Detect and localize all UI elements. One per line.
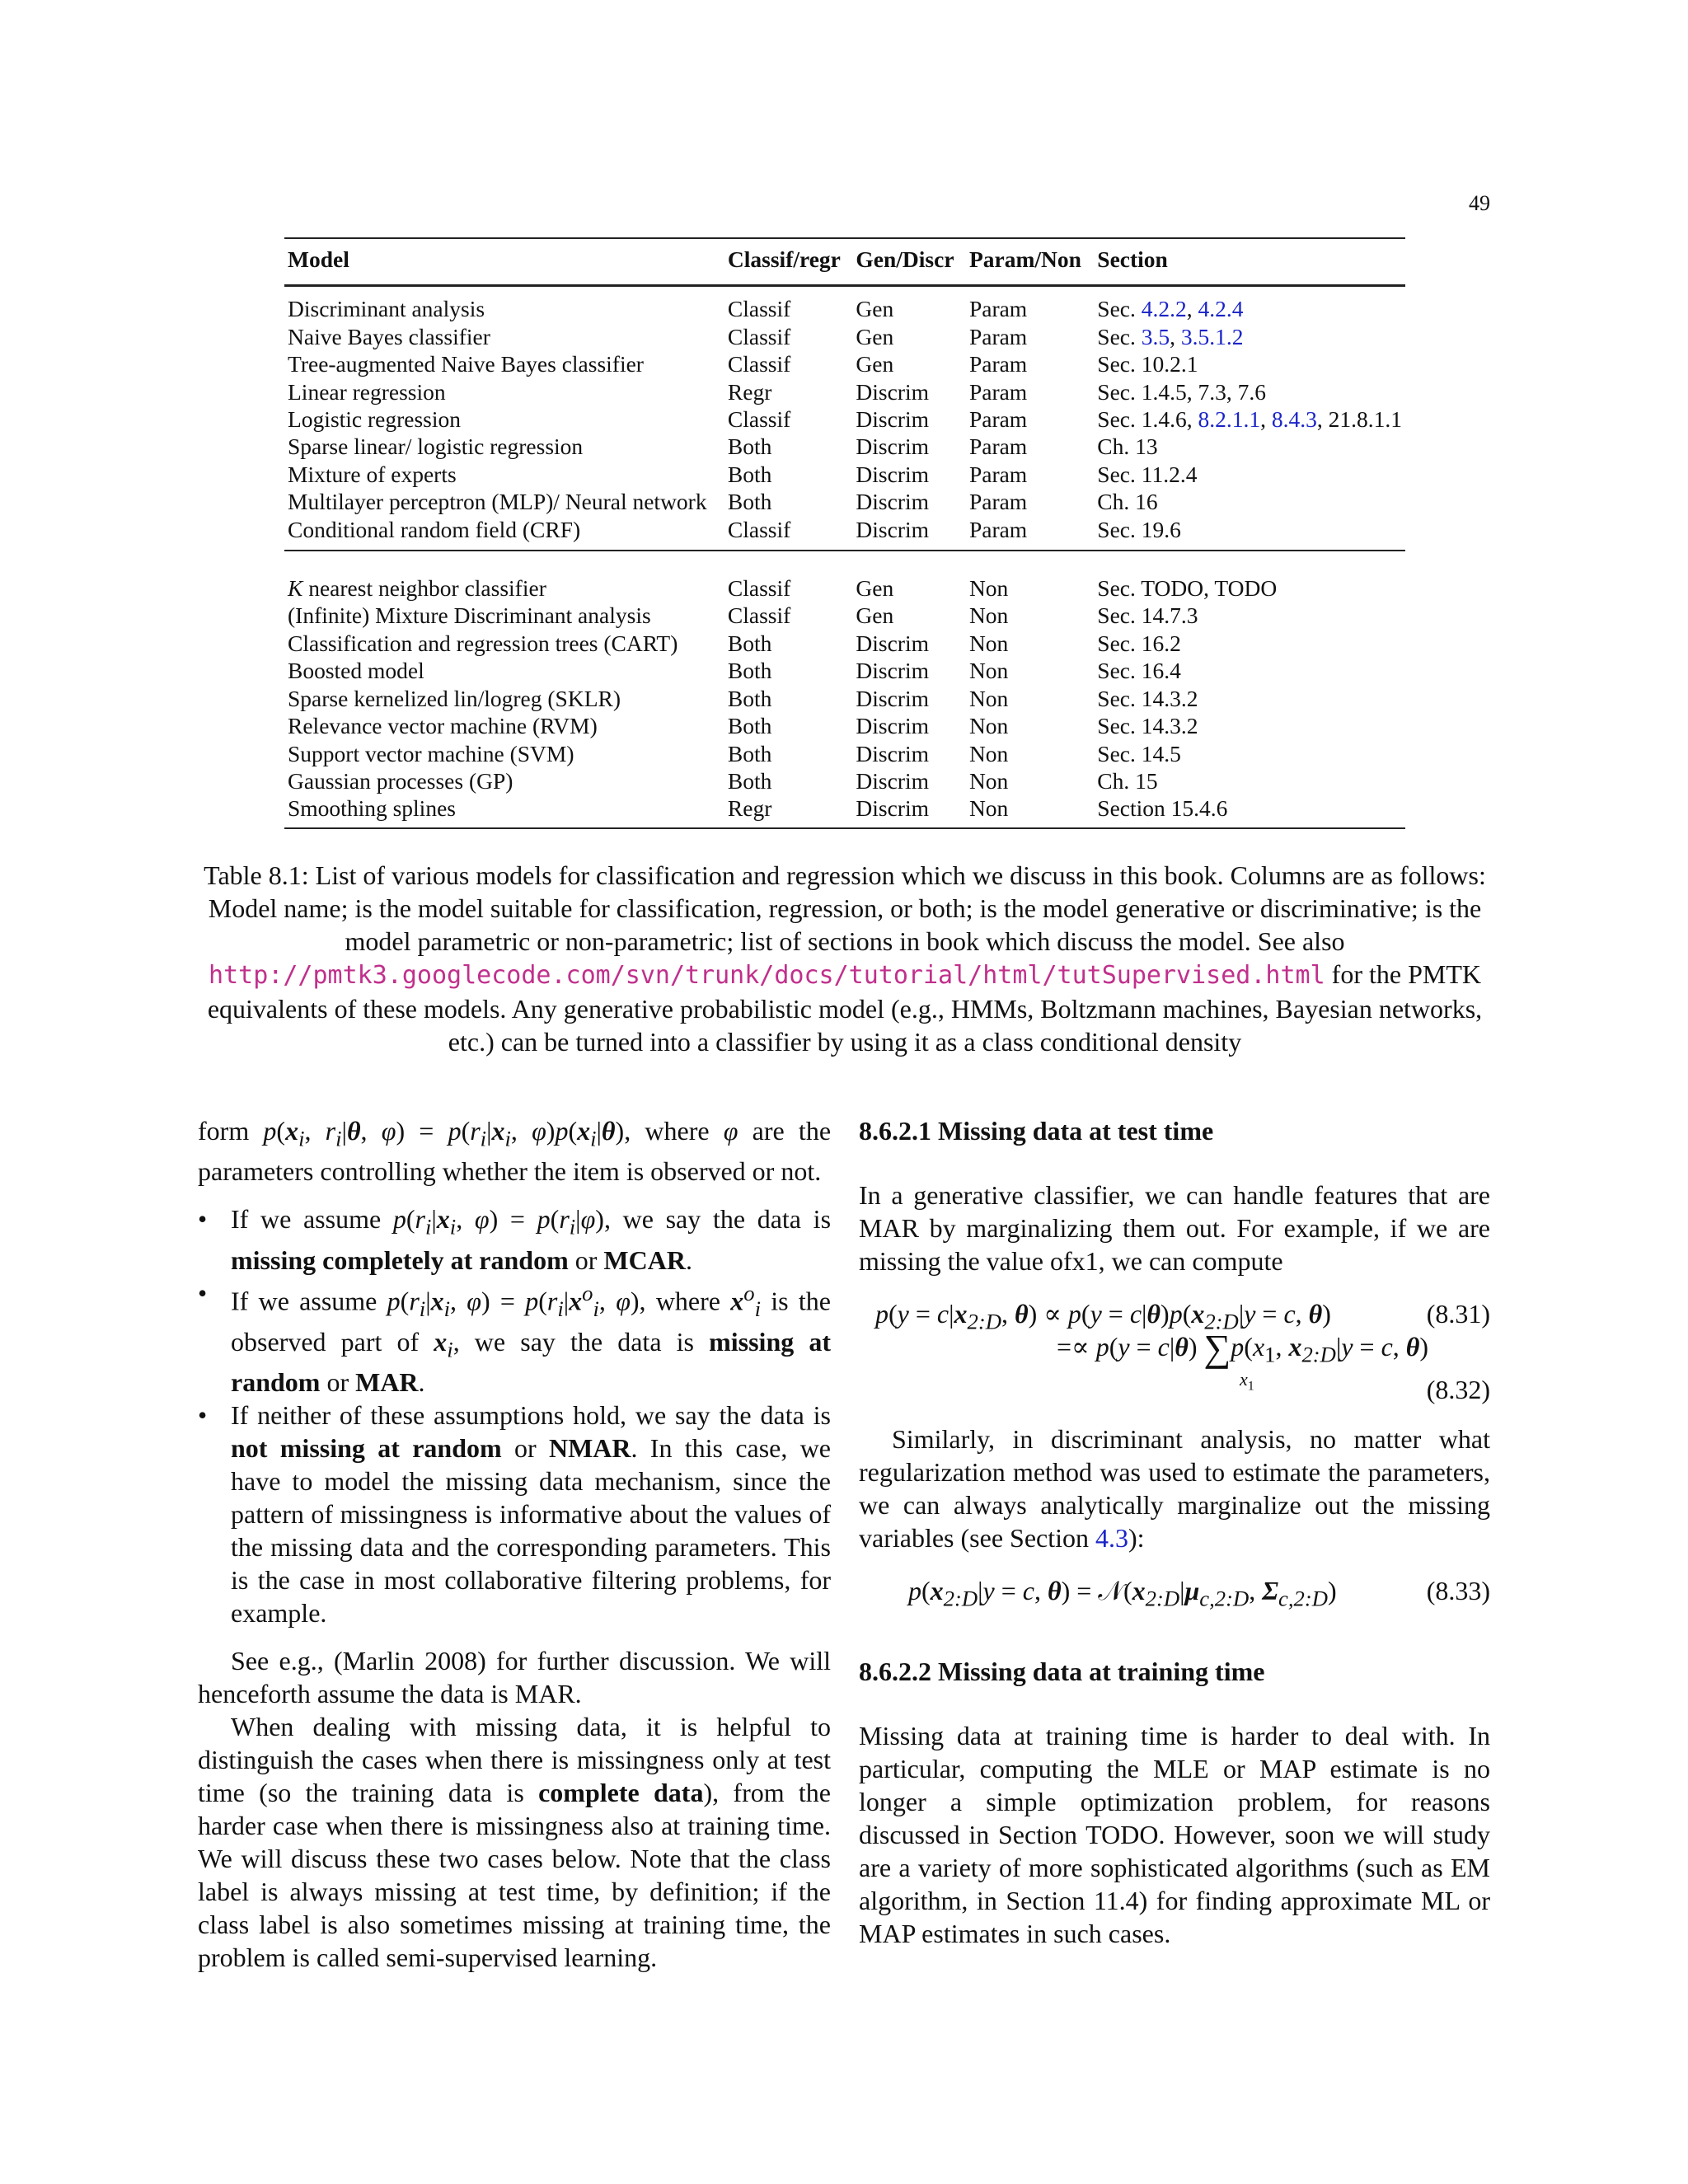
cell-section: Section 15.4.6: [1094, 794, 1405, 827]
cell-section: Ch. 16: [1097, 489, 1158, 515]
table-row: [284, 630, 1405, 657]
right-column: [859, 1114, 1490, 1950]
term-bold: NMAR: [548, 1433, 631, 1464]
cell-gen-discr: Gen: [856, 602, 894, 629]
table-row: [284, 740, 1405, 767]
paragraph: form $p(x_i$, $r_i|\theta$, $\varphi) = p(r_i|x_i$, $\varphi)p(x_i|\theta)$, where φ are the parameters controlling whether the item is observed or not.: [198, 1116, 832, 1187]
term-bold: MCAR: [603, 1244, 686, 1275]
cell-model: Linear regression: [288, 378, 446, 405]
list-item: • If we assume $p(r_i|x_i$, $\varphi) = p(r_i|\varphi)$, we say the data is missing completely at random or MCAR.: [198, 1202, 831, 1276]
equation-8-33: $p(x_{2:D}|y = c$, $\theta) = 𝒩(x_{2:D}|\mu_{c,2:D}$, $\Sigma_{c,2:D}$) (8.33): [908, 1576, 1490, 1611]
cell-classif-regr: Classif: [727, 323, 791, 349]
cell-classif-regr: Classif: [724, 516, 853, 551]
table-row: [284, 286, 1405, 323]
cell-gen-discr: Discrim: [856, 489, 930, 515]
cell-classif-regr: Classif: [727, 602, 791, 629]
cell-gen-discr: Gen: [856, 296, 894, 322]
equation-number: (8.32): [1426, 1375, 1490, 1404]
table-row: [284, 794, 1405, 827]
cell-param-non: Non: [966, 794, 1094, 827]
table-row: [284, 767, 1405, 794]
table-row: [284, 685, 1405, 712]
section-text: , 21.8.1.1: [1316, 406, 1402, 433]
cell-param-non: Non: [968, 602, 1009, 629]
table-row: [284, 433, 1405, 460]
cell-section: Sec. 1.4.5, 7.3, 7.6: [1097, 378, 1266, 405]
section-link[interactable]: 8.2.1.1: [1198, 406, 1261, 433]
cell-model: Discriminant analysis: [288, 296, 485, 322]
section-heading: 8.6.2.1 Missing data at test time: [859, 1116, 1214, 1146]
table-row: [284, 405, 1405, 433]
cell-gen-discr: Discrim: [856, 767, 930, 794]
cell-model: Sparse kernelized lin/logreg (SKLR): [288, 685, 621, 711]
cell-param-non: Param: [968, 406, 1028, 433]
cell-gen-discr: Discrim: [856, 461, 930, 487]
cell-model: Mixture of experts: [288, 461, 457, 487]
model-text: nearest neighbor classifier: [302, 575, 546, 602]
caption-text: Table 8.1: List of various models for classification and regression which we discuss in this book. Columns are as follows: Model name; is the model suitable for classification, regression, or both; is the model generative or discriminative; is the model parametric or non-parametric; list of sections in book which discuss the model. See also: [204, 860, 1486, 956]
cell-model: Gaussian processes (GP): [288, 767, 513, 794]
paragraph: Similarly, in discriminant analysis, no matter what regularization method was used to estimate the parameters, we can always analytically marginalize out the missing variables (see Section 4.3):: [859, 1424, 1490, 1553]
assumption-list: [198, 1202, 831, 1629]
cell-classif-regr: Both: [727, 434, 772, 460]
cell-param-non: Non: [968, 713, 1009, 739]
section-link[interactable]: 3.5: [1141, 323, 1170, 349]
cell-classif-regr: Classif: [727, 406, 791, 433]
list-item: • If neither of these assumptions hold, we say the data is not missing at random or NMAR. In this case, we have to model the missing data mechanism, since the pattern of missingness is informative about the values of the missing data and the corresponding parameters. This is the case in most collaborative filtering problems, for example.: [198, 1399, 831, 1629]
cell-param-non: Non: [968, 658, 1009, 684]
cell-model: Naive Bayes classifier: [288, 323, 490, 349]
cell-section: [1094, 286, 1405, 323]
cell-gen-discr: Gen: [856, 575, 894, 602]
cell-classif-regr: Both: [727, 658, 772, 684]
section-text: ,: [1260, 406, 1272, 433]
cell-gen-discr: Discrim: [852, 794, 966, 827]
paragraph: See e.g., (Marlin 2008) for further discussion. We will henceforth assume the data is MAR.: [198, 1646, 831, 1709]
cell-section: Sec. 19.6: [1094, 516, 1405, 551]
cell-classif-regr: Both: [727, 489, 772, 515]
cell-classif-regr: Regr: [724, 794, 853, 827]
header-model: Model: [284, 238, 724, 286]
cell-param-non: Non: [968, 767, 1009, 794]
table-row: [284, 323, 1405, 350]
table-row: [284, 350, 1405, 377]
left-column: [198, 1114, 831, 1974]
cell-section: Ch. 15: [1097, 767, 1158, 794]
cell-param-non: Param: [968, 296, 1028, 322]
cell-param-non: Param: [968, 323, 1028, 349]
cell-classif-regr: Regr: [727, 378, 772, 405]
equation-number: (8.31): [1426, 1299, 1490, 1329]
equation-8-32: [859, 1373, 1490, 1406]
section-text: Sec. 1.4.6,: [1097, 406, 1198, 433]
paragraph: In a generative classifier, we can handle features that are MAR by marginalizing them out. For example, if we are missing the value ofx1, we can compute: [859, 1180, 1490, 1276]
header-gen-discr: Gen/Discr: [852, 238, 966, 286]
cell-gen-discr: Discrim: [856, 630, 930, 656]
cell-classif-regr: Classif: [727, 575, 791, 602]
cell-gen-discr: Discrim: [856, 658, 930, 684]
table-header-row: [284, 238, 1405, 286]
cell-gen-discr: Discrim: [856, 713, 930, 739]
cell-section: Sec. TODO, TODO: [1097, 575, 1278, 602]
cell-gen-discr: Discrim: [856, 378, 930, 405]
cell-gen-discr: Discrim: [856, 685, 930, 711]
header-section: Section: [1094, 238, 1405, 286]
section-text: Sec.: [1097, 296, 1142, 322]
term-bold: MAR: [355, 1367, 419, 1398]
cell-param-non: Non: [968, 575, 1009, 602]
cell-classif-regr: Both: [727, 767, 772, 794]
cell-gen-discr: Discrim: [856, 740, 930, 766]
cell-model: Conditional random field (CRF): [284, 516, 724, 551]
cell-model: Logistic regression: [288, 406, 462, 433]
cell-model: Support vector machine (SVM): [288, 740, 574, 766]
cell-gen-discr: Gen: [856, 323, 894, 349]
cell-model: Smoothing splines: [284, 794, 724, 827]
cell-classif-regr: Classif: [727, 351, 791, 377]
math-inline: p: [263, 1116, 277, 1146]
cell-section: Sec. 14.7.3: [1097, 602, 1198, 629]
cell-model: Tree-augmented Naive Bayes classifier: [288, 351, 644, 377]
table-row: [284, 602, 1405, 629]
cell-section: Sec. 11.2.4: [1097, 461, 1198, 487]
table-row: [284, 378, 1405, 405]
section-heading: 8.6.2.2 Missing data at training time: [859, 1657, 1265, 1686]
cell-model: Sparse linear/ logistic regression: [288, 434, 584, 460]
caption-url-link[interactable]: http://pmtk3.googlecode.com/svn/trunk/docs/tutorial/html/tutSupervised.html: [209, 961, 1325, 990]
term-bold: missing at random: [231, 1326, 832, 1398]
list-item: • If we assume $p(r_i|x_i$, $\varphi) = p(r_i|x^o_i$, φ), where $x^o_i$ is the observed part of $x_i$, we say the data is missing at random or MAR.: [198, 1277, 831, 1399]
table-row: [284, 461, 1405, 488]
cell-param-non: Non: [968, 685, 1009, 711]
cell-section: Ch. 13: [1097, 434, 1158, 460]
cell-param-non: Param: [968, 461, 1028, 487]
term-bold: complete data: [538, 1778, 704, 1808]
cell-section: [1094, 323, 1405, 350]
cell-param-non: Param: [968, 378, 1028, 405]
cell-gen-discr: Discrim: [856, 434, 930, 460]
table-row: [284, 516, 1405, 551]
section-link[interactable]: 4.2.4: [1198, 296, 1244, 322]
table-row: [284, 551, 1405, 602]
cell-classif-regr: Both: [727, 685, 772, 711]
section-text: ,: [1186, 296, 1198, 322]
cell-param-non: Param: [966, 516, 1094, 551]
table-caption: [202, 859, 1488, 1058]
cell-model: Multilayer perceptron (MLP)/ Neural network: [288, 489, 707, 515]
paragraph: When dealing with missing data, it is helpful to distinguish the cases when there is missingness only at test time (so the training data is complete data), from the harder case when there is missingness also at training time. We will discuss these two cases below. Note that the class label is always missing at test time, by definition; if the class label is also sometimes missing at training time, the problem is called semi-supervised learning.: [198, 1712, 832, 1973]
cell-section: Sec. 10.2.1: [1097, 351, 1198, 377]
cell-classif-regr: Both: [727, 630, 772, 656]
cell-classif-regr: Both: [727, 461, 772, 487]
equation-number: (8.33): [1426, 1576, 1490, 1605]
cell-param-non: Non: [968, 740, 1009, 766]
paragraph: Missing data at training time is harder to deal with. In particular, computing the MLE or MAP estimate is no longer a simple optimization problem, for reasons discussed in Section TODO. However, soon we will study are a variety of more sophisticated algorithms (such as EM algorithm, in Section 11.4) for finding approximate ML or MAP estimates in such cases.: [859, 1721, 1490, 1948]
cell-classif-regr: Both: [727, 713, 772, 739]
header-classif-regr: Classif/regr: [724, 238, 853, 286]
term-bold: not missing at random: [231, 1433, 502, 1464]
section-link[interactable]: 8.4.3: [1271, 406, 1317, 433]
equation-8-31: $p(y = c|x_{2:D}$, $\theta) \propto p(y = c|\theta)p(x_{2:D}|y = c$, θ) (8.31): [875, 1299, 1490, 1334]
cell-model: Relevance vector machine (RVM): [288, 713, 598, 739]
cell-section: Sec. 16.4: [1097, 658, 1181, 684]
cell-model: Classification and regression trees (CART): [288, 630, 678, 656]
cell-classif-regr: Classif: [727, 296, 791, 322]
term-bold: missing completely at random: [231, 1244, 569, 1275]
section-text: Sec.: [1097, 323, 1142, 349]
cell-gen-discr: Discrim: [856, 406, 930, 433]
table-row: [284, 712, 1405, 739]
cell-classif-regr: Both: [727, 740, 772, 766]
models-table: [284, 237, 1405, 829]
cell-section: [1094, 405, 1405, 433]
cell-param-non: Param: [968, 351, 1028, 377]
header-param-non: Param/Non: [966, 238, 1094, 286]
cell-section: Sec. 14.5: [1097, 740, 1181, 766]
table-row: [284, 488, 1405, 515]
caption-text: for the PMTK equivalents of these models. Any generative probabilistic model (e.g., HMMs, Boltzmann machines, Bayesian networks, etc.) can be turned into a classifier by using it as a class conditional density: [207, 959, 1483, 1057]
cell-param-non: Param: [968, 489, 1028, 515]
section-link[interactable]: 3.5.1.2: [1180, 323, 1244, 349]
cell-model: [284, 551, 724, 602]
page-number: 49: [1469, 191, 1490, 215]
cell-model: (Infinite) Mixture Discriminant analysis: [288, 602, 651, 629]
table-row: [284, 657, 1405, 684]
cell-section: Sec. 16.2: [1097, 630, 1181, 656]
cell-section: Sec. 14.3.2: [1097, 685, 1198, 711]
cell-param-non: Non: [968, 630, 1009, 656]
section-link[interactable]: 4.3: [1095, 1523, 1128, 1553]
section-text: ,: [1170, 323, 1181, 349]
cell-gen-discr: Discrim: [852, 516, 966, 551]
equation-line-2: =∝ p(y = c|θ) $\sum p(x_1$, $x_{2:D}|y = c$, θ) $x_1$: [1057, 1327, 1429, 1394]
cell-param-non: Param: [968, 434, 1028, 460]
cell-gen-discr: Gen: [856, 351, 894, 377]
cell-model: Boosted model: [288, 658, 424, 684]
math-variable: K: [288, 575, 303, 602]
cell-section: Sec. 14.3.2: [1097, 713, 1198, 739]
section-link[interactable]: 4.2.2: [1141, 296, 1187, 322]
